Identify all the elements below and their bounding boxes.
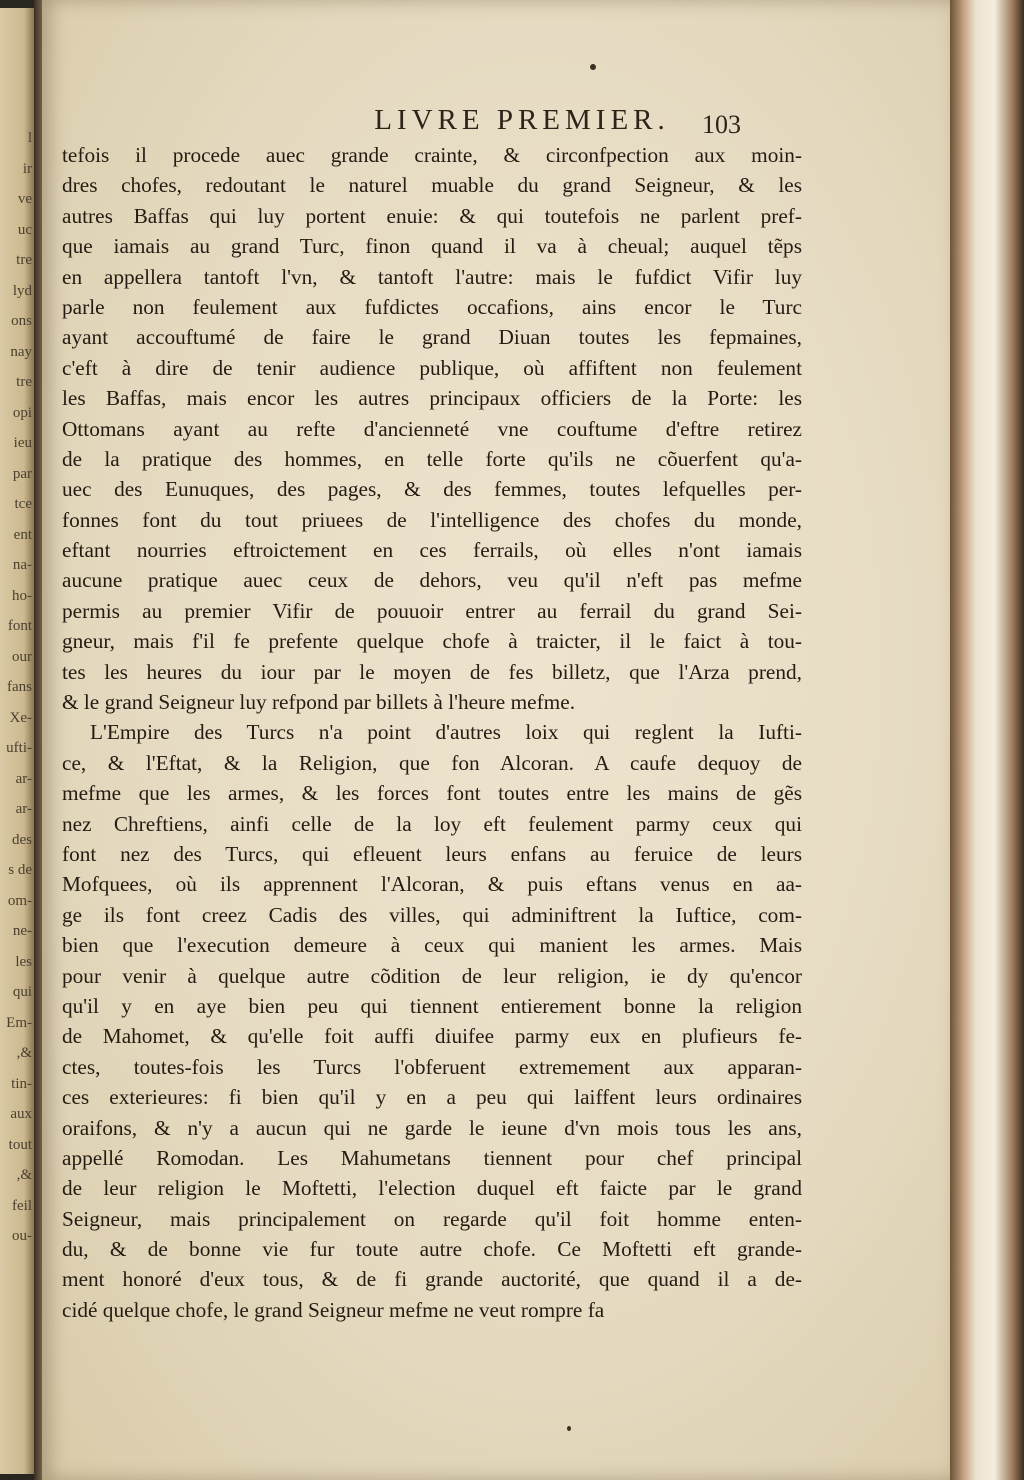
text-line: les Baffas, mais encor les autres principaux officiers de la Porte: les <box>62 386 802 411</box>
facing-page-fragment: Xe- <box>9 709 32 726</box>
ornament-dot <box>567 1426 571 1431</box>
facing-page-fragment: ent <box>13 526 32 543</box>
text-line: Ottomans ayant au refte d'ancienneté vne couftume d'eftre retirez <box>62 416 802 441</box>
text-line: oraifons, & n'y a aucun qui ne garde le ieune d'vn mois tous les ans, <box>62 1115 802 1140</box>
text-line: de Mahomet, & qu'elle foit auffi diuifee parmy eux en plufieurs fe- <box>62 1024 802 1049</box>
facing-page-fragment: om- <box>7 892 32 909</box>
facing-page-fragment: tre <box>16 374 32 390</box>
text-line: ces exterieures: fi bien qu'il y en a peu qui laiffent leurs ordinaires <box>62 1085 802 1110</box>
facing-page-fragment: ou- <box>12 1228 32 1244</box>
text-line: permis au premier Vifir de pouuoir entrer au ferrail du grand Sei- <box>62 598 802 623</box>
facing-page-fragment: ,& <box>16 1045 32 1061</box>
running-head: LIVRE PREMIER. <box>374 104 670 136</box>
text-line: Mofquees, où ils apprennent l'Alcoran, & puis eftans venus en aa- <box>62 872 802 897</box>
facing-page-fragment: na- <box>12 557 32 573</box>
facing-page-fragment: ieu <box>13 435 32 451</box>
facing-page-fragment: ir <box>22 160 32 177</box>
facing-page-fragment: ufti- <box>6 740 32 756</box>
page-number: 103 <box>702 110 741 139</box>
facing-page-fragment: ar- <box>15 801 32 817</box>
text-line: parle non feulement aux fufdictes occafions, ains encor le Turc <box>62 294 802 319</box>
facing-page-fragment: s de <box>8 862 32 878</box>
facing-page-fragment: ons <box>11 313 32 329</box>
facing-page-fragment: fans <box>7 679 32 695</box>
text-line: Seigneur, mais principalement on regarde qu'il foit homme enten- <box>62 1206 802 1231</box>
facing-page-fragment: ,& <box>16 1167 32 1183</box>
text-line: ce, & l'Eftat, & la Religion, que fon Alcoran. A caufe dequoy de <box>62 750 802 775</box>
text-line: dres chofes, redoutant le naturel muable du grand Seigneur, & les <box>62 173 802 198</box>
facing-page-fragment: nay <box>10 343 32 360</box>
text-line: de leur religion le Moftetti, l'election duquel eft faicte par le grand <box>62 1176 802 1201</box>
facing-page-fragment: our <box>12 648 32 665</box>
text-line: gneur, mais f'il fe prefente quelque chofe à traicter, il le faict à tou- <box>62 629 802 654</box>
text-line: tefois il procede auec grande crainte, & circonfpection aux moin- <box>62 143 802 167</box>
facing-page-fragment: tout <box>8 1136 32 1153</box>
facing-page-fragment: ne- <box>12 923 32 939</box>
text-line: appellé Romodan. Les Mahumetans tiennent pour chef principal <box>62 1145 802 1170</box>
facing-page-fragment: qui <box>12 984 32 1000</box>
text-line: tes les heures du iour par le moyen de fes billetz, que l'Arza prend, <box>62 659 802 684</box>
text-line: aucune pratique auec ceux de dehors, veu qu'il n'eft pas mefme <box>62 568 802 593</box>
facing-page-fragment: ho- <box>12 587 32 604</box>
text-line: L'Empire des Turcs n'a point d'autres loix qui reglent la Iufti- <box>90 720 802 745</box>
text-line: ge ils font creez Cadis des villes, qui adminiftrent la Iuftice, com- <box>62 902 802 927</box>
facing-page-fragment: par <box>12 465 32 482</box>
body-text <box>62 140 802 1325</box>
facing-page-fragment: uc <box>17 221 32 238</box>
facing-page-fragment: des <box>12 831 32 848</box>
facing-page-fragment: ar- <box>15 770 32 787</box>
text-line: pour venir à quelque autre cõdition de leur religion, ie dy qu'encor <box>62 963 802 988</box>
facing-page-edge <box>0 8 34 1474</box>
facing-page-fragment: ve <box>17 191 32 207</box>
text-line: que iamais au grand Turc, finon quand il va à cheual; auquel tẽps <box>62 234 802 259</box>
text-line: de la pratique des hommes, en telle forte qu'ils ne cõuerfent qu'a- <box>62 446 802 471</box>
text-line: font nez des Turcs, qui efleuent leurs enfans au feruice de leurs <box>62 841 802 866</box>
text-line: fonnes font du tout priuees de l'intelligence des chofes du monde, <box>62 507 802 532</box>
facing-page-fragment: Em- <box>6 1014 32 1031</box>
text-line: en appellera tantoft l'vn, & tantoft l'autre: mais le fufdict Vifir luy <box>62 264 802 289</box>
facing-page-fragment: aux <box>10 1106 32 1122</box>
text-line: c'eft à dire de tenir audience publique, où affiftent non feulement <box>62 355 802 380</box>
book-fore-edge <box>950 0 1024 1480</box>
facing-page-fragment: lyd <box>12 282 32 299</box>
text-line: autres Baffas qui luy portent enuie: & qui toutefois ne parlent pref- <box>62 203 802 228</box>
ornament-dot <box>590 64 596 70</box>
facing-page-fragment: l <box>27 130 32 146</box>
text-line: qu'il y en aye bien peu qui tiennent entierement bonne la religion <box>62 993 802 1018</box>
text-line: cidé quelque chofe, le grand Seigneur mefme ne veut rompre fa <box>62 1297 605 1322</box>
facing-page-fragment: opi <box>12 404 32 421</box>
text-line: eftant nourries eftroictement en ces ferrails, où elles n'ont iamais <box>62 538 802 563</box>
text-line: mefme que les armes, & les forces font toutes entre les mains de gẽs <box>62 781 802 806</box>
facing-page-fragment: tin- <box>11 1075 32 1092</box>
text-line: uec des Eunuques, des pages, & des femmes, toutes lefquelles per- <box>62 477 802 502</box>
text-line: & le grand Seigneur luy refpond par billets à l'heure mefme. <box>62 690 576 715</box>
facing-page-fragment: les <box>15 953 32 970</box>
book-page <box>42 0 950 1480</box>
text-line: ment honoré d'eux tous, & de fi grande auctorité, que quand il a de- <box>62 1267 802 1292</box>
text-line: du, & de bonne vie fur toute autre chofe. Ce Moftetti eft grande- <box>62 1237 802 1262</box>
facing-page-fragment: tce <box>14 496 32 512</box>
facing-page-fragment: font <box>7 618 32 634</box>
facing-page-fragment: feil <box>12 1197 32 1214</box>
text-line: ctes, toutes-fois les Turcs l'obferuent extremement aux apparan- <box>62 1054 802 1079</box>
text-line: bien que l'execution demeure à ceux qui manient les armes. Mais <box>62 933 802 958</box>
text-line: nez Chreftiens, ainfi celle de la loy eft feulement parmy ceux qui <box>62 811 802 836</box>
text-line: ayant accouftumé de faire le grand Diuan toutes les fepmaines, <box>62 325 802 350</box>
facing-page-fragment: tre <box>16 252 32 268</box>
